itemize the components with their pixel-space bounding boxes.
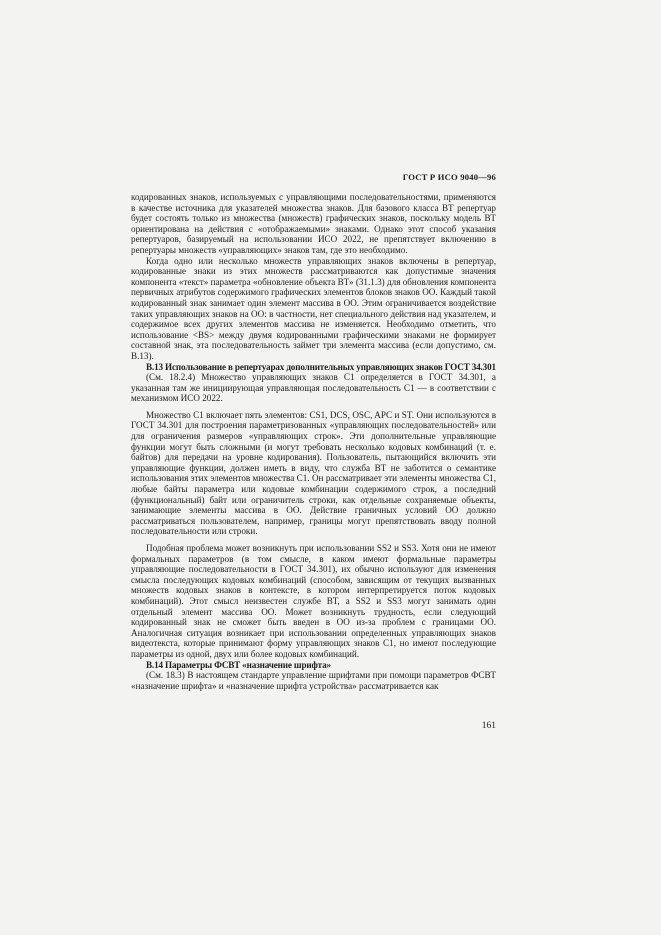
standard-header: ГОСТ Р ИСО 9040—96 <box>402 172 496 182</box>
paragraph-control-sets: Когда одно или несколько множеств управляющих знаков включены в репертуар, кодированные знаки из этих множеств рассматриваются как допустимые значения компонента «текст» параметра «обновление объекта ВТ» (31.1.3) для обновления компонента первичных атрибутов содержимого графических элементов блоков знаков ОО. Каждый такой кодированный знак занимает один элемент массива в ОО. Этим ограничивается воздействие таких управляющих знаков на ОО: в частности, нет специального действия над указателем, и содержимое всех других элементов массива не изменяется. Необходимо отметить, что использование <BS> между двумя кодированными графическими знаками не формирует составной знак, эта последовательность займет три элемента массива (если допустимо, см. В.13). <box>131 255 496 361</box>
section-heading: В.14 Параметры ФСВТ «назначение шрифта» <box>146 659 331 670</box>
section-b13-title <box>131 362 496 373</box>
paragraph-continuation: кодированных знаков, используемых с управляющими последовательностями, применяются в качестве источника для указателей множества знаков. Для базового класса ВТ репертуар будет состоять только из множества (множеств) графических знаков, поскольку модель ВТ ориентирована на действия с «отображаемыми» знаками. Однако этот способ указания репертуаров, базируемый на использовании ИСО 2022, не препятствует включению в репертуары множеств «управляющих» знаков там, где это необходимо. <box>131 192 496 255</box>
section-b14-text: (См. 18.3) В настоящем стандарте управление шрифтами при помощи параметров ФСВТ «назначение шрифта» и «назначение шрифта устройства» рассматривается как <box>131 670 496 691</box>
paragraph-c1-set: Множество С1 включает пять элементов: CS1, DCS, OSC, APC и ST. Они используются в ГОСТ 34.301 для построения параметризованных «управляющих последовательностей» или для ограничения размеров «управляющих строк». Эти дополнительные управляющие функции могут быть сложными (и могут требовать несколько кодовых комбинаций (т. е. байтов) для передачи на уровне кодирования). Пользователь, пытающийся включить эти управляющие функции, должен иметь в виду, что служба ВТ не заботится о семантике использования этих элементов множества С1. Он рассматривает эти элементы множества С1, любые байты параметра или кодовые комбинации содержимого строк, а последний (функциональный) байт или ограничитель строки, как отдельные сохраняемые объекты, занимающие элементы массива в ОО. Действие граничных условий ОО должно рассматриваться пользователем, например, границы могут препятствовать вводу полной последовательности или строки. <box>131 409 496 537</box>
section-heading: В.13 Использование в репертуарах дополнительных управляющих знаков ГОСТ 34.301 <box>146 361 496 372</box>
page-number: 161 <box>481 721 496 731</box>
paragraph-ss2-ss3: Подобная проблема может возникнуть при использовании SS2 и SS3. Хотя они не имеют формальных параметров (в том смысле, в каком имеют формальные параметры управляющие последовательности в ГОСТ 34.301), их обычно используют для изменения смысла последующих кодовых комбинаций (способом, зависящим от текущих вызванных множеств кодовых знаков в контексте, в котором интерпретируется поток кодовых комбинаций). Этот смысл неизвестен службе ВТ, а SS2 и SS3 могут занимать один отдельный элемент массива ОО. Может возникнуть трудность, если следующий кодированный знак не сможет быть введен в ОО из-за проблем с границами ОО. Аналогичная ситуация возникает при использовании определенных управляющих знаков видеотекста, которые принимают форму управляющих знаков С1, но имеют последующие параметры из одной, двух или более кодовых комбинаций. <box>131 543 496 659</box>
document-body <box>131 192 496 691</box>
section-b14-title <box>131 660 496 671</box>
section-b13-text: (См. 18.2.4) Множество управляющих знаков С1 определяется в ГОСТ 34.301, а указанная там же инициирующая управляющая последовательность С1 — в соответствии с механизмом ИСО 2022. <box>131 372 496 404</box>
